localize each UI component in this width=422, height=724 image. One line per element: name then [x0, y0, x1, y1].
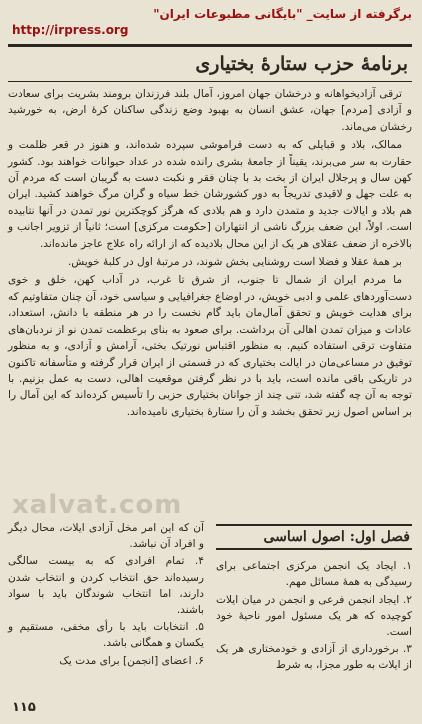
two-column-section	[8, 520, 412, 710]
source-url[interactable]: http://irpress.org	[12, 23, 129, 37]
article-body	[8, 86, 412, 422]
paragraph: ترقی آزادیخواهانه و درخشان جهان امروز، آمال بلند فرزندان برومند بشریت برای سعادت و آزادی [مردم] جهان، عشق انسان به بهبود وضع زندگی ساکنان کرۀ ارض، به خورشید رخشان می‌ماند.	[8, 88, 412, 133]
page-title: برنامۀ حزب ستارۀ بختیاری	[195, 53, 408, 75]
paragraph: ما مردم ایران از شمال تا جنوب، از شرق تا غرب، در آداب کهن، خلق و خوی دست‌آوردهای علمی و ادبی خویش، در اوضاع جغرافیایی و سیاسی خود، آن چنان متفاوتیم که برای هدایت خویش و تحقق آمال‌مان باید گام نخست را در هر منطقه با دانش، استعداد، عادات و میزان تمدن اهالی آن برداشت. برای صعود به بنای برعظمت تمدن نو از نردبان‌های متفاوت ترقی استفاده کنیم. به منظور اقتباس نورتیک بختی، آرامش و آزادی، و به منظور توفیق در مساعی‌مان در ایالت بختیاری که در قسمتی از ایران قرار گرفته و متأسفانه تاکنون در تاریکی باقی مانده است، باید با در نظر گرفتن موقعیت اهالی، دست به عمل بزنیم. با توجه به آن چه گفته شد، تنی چند از جوانان بختیاری حزبی را تأسیس کرده‌اند که این آمال را بر اساس اصول زیر تحقق بخشد و آن را ستارۀ بختیاری نامیده‌اند.	[8, 274, 412, 418]
list-item: ۴. تمام افرادی که به بیست سالگی رسیده‌اند حق انتخاب کردن و انتخاب شدن دارند، اما انتخاب شوندگان باید با سواد باشند.	[8, 555, 204, 617]
paragraph: ممالک، بلاد و قبایلی که به دست فراموشی سپرده شده‌اند، و هنوز در قعر ظلمت و حقارت به سر می‌برند، یقیناً از جامعۀ بشری رانده شده در عداد حیوانات خواهند بود. کشور کهن سال و پرجلال ایران از بخت بد با چنان فقر و نکبت دست به گریبان است که مردم آن به علت جهل و لاقیدی تدریجاً به دور کشورشان خط سیاه و گران مرگ خواهند کشید. ایران هم بلاد و ایالات جدید و متمدن دارد و هم بلادی که هرگز کوچکترین نور تمدن در آنها نتابیده است. اولاً، این ضعف بزرگ ناشی از انتهاران [حکومت مرکزی] است؛ ثانیاً از تزویر اجانب و بالاخره از ضعف عقلای هر یک از این محال بلادیده که از ارائه راه علاج عاجز مانده‌اند.	[8, 139, 412, 250]
title-box	[8, 44, 412, 82]
list-item: ۵. انتخابات باید با رأی مخفی، مستقیم و یکسان و همگانی باشد.	[8, 621, 204, 650]
section-heading-box	[216, 524, 412, 550]
list-item: ۳. برخورداری از آزادی و خودمختاری هر یک از ایلات به طور مجزا، به شرط	[216, 643, 412, 672]
section-title: فصل اول: اصول اساسی	[263, 529, 410, 545]
list-item: ۱. ایجاد یک انجمن مرکزی اجتماعی برای رسیدگی به همۀ مسائل مهم.	[216, 560, 412, 589]
watermark: xalvat.com	[12, 490, 183, 520]
source-caption	[12, 6, 412, 38]
left-column	[8, 520, 204, 670]
page-number: ۱۱۵	[12, 700, 36, 715]
source-caption-text: برگرفته از سایت_ "بایگانی مطبوعات ایران"	[153, 7, 412, 21]
right-column	[216, 520, 412, 675]
list-item: ۲. ایجاد انجمن فرعی و انجمن در میان ایلات کوچیده که هر یک مسئول امور ناحیۀ خود است.	[216, 593, 412, 639]
list-item: آن که این امر مخل آزادی ایلات، محال دیگر و افراد آن نباشد.	[8, 522, 204, 551]
list-item: ۶. اعضای [انجمن] برای مدت یک	[59, 654, 204, 667]
paragraph: بر همۀ عقلا و فضلا است روشنایی بخش شوند، در مرتبۀ اول در کلبۀ خویش.	[67, 256, 402, 269]
